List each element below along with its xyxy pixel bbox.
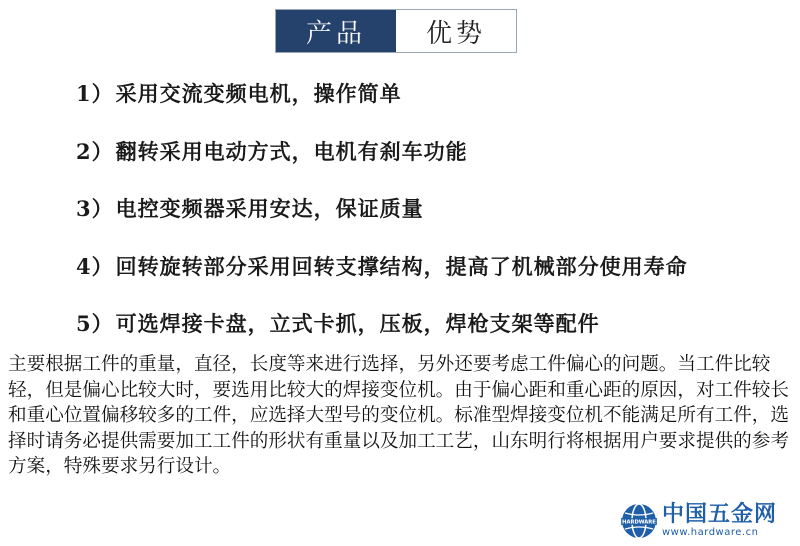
feature-text: 翻转采用电动方式，电机有刹车功能 bbox=[115, 138, 468, 164]
feature-item bbox=[76, 78, 688, 136]
feature-number: 5） bbox=[76, 311, 114, 336]
section-title-right: 优势 bbox=[396, 10, 516, 52]
feature-number: 3） bbox=[76, 196, 114, 221]
description-paragraph: 主要根据工件的重量，直径，长度等来进行选择，另外还要考虑工件偏心的问题。当工件比较轻，但是偏心比较大时，要选用比较大的焊接变位机。由于偏心距和重心距的原因，对工件较长和重心位置偏移较多的工件，应选择大型号的变位机。标准型焊接变位机不能满足所有工件，选择时请务必提供需要加工工件的形状有重量以及加工工艺，山东明行将根据用户要求提供的参考方案，特殊要求另行设计。 bbox=[8, 354, 789, 477]
watermark-url: www.hardware.cn bbox=[662, 527, 759, 538]
feature-item bbox=[76, 136, 688, 194]
section-title bbox=[275, 9, 517, 53]
section-title-left: 产品 bbox=[276, 10, 396, 52]
feature-list bbox=[76, 78, 688, 366]
feature-text: 回转旋转部分采用回转支撑结构，提高了机械部分使用寿命 bbox=[115, 253, 688, 279]
watermark-text bbox=[662, 503, 777, 539]
feature-item bbox=[76, 251, 688, 309]
feature-text: 电控变频器采用安达，保证质量 bbox=[115, 196, 424, 221]
feature-number: 1） bbox=[76, 81, 114, 106]
globe-icon bbox=[619, 501, 659, 541]
feature-item bbox=[76, 193, 688, 251]
feature-text: 可选焊接卡盘，立式卡抓，压板，焊枪支架等配件 bbox=[115, 311, 600, 336]
feature-number: 4） bbox=[76, 253, 114, 279]
feature-number: 2） bbox=[76, 138, 114, 164]
logo-text: HARDWARE bbox=[622, 519, 656, 526]
watermark-name: 中国五金网 bbox=[662, 502, 778, 527]
watermark-logo bbox=[619, 500, 794, 542]
feature-text: 采用交流变频电机，操作简单 bbox=[115, 81, 402, 106]
